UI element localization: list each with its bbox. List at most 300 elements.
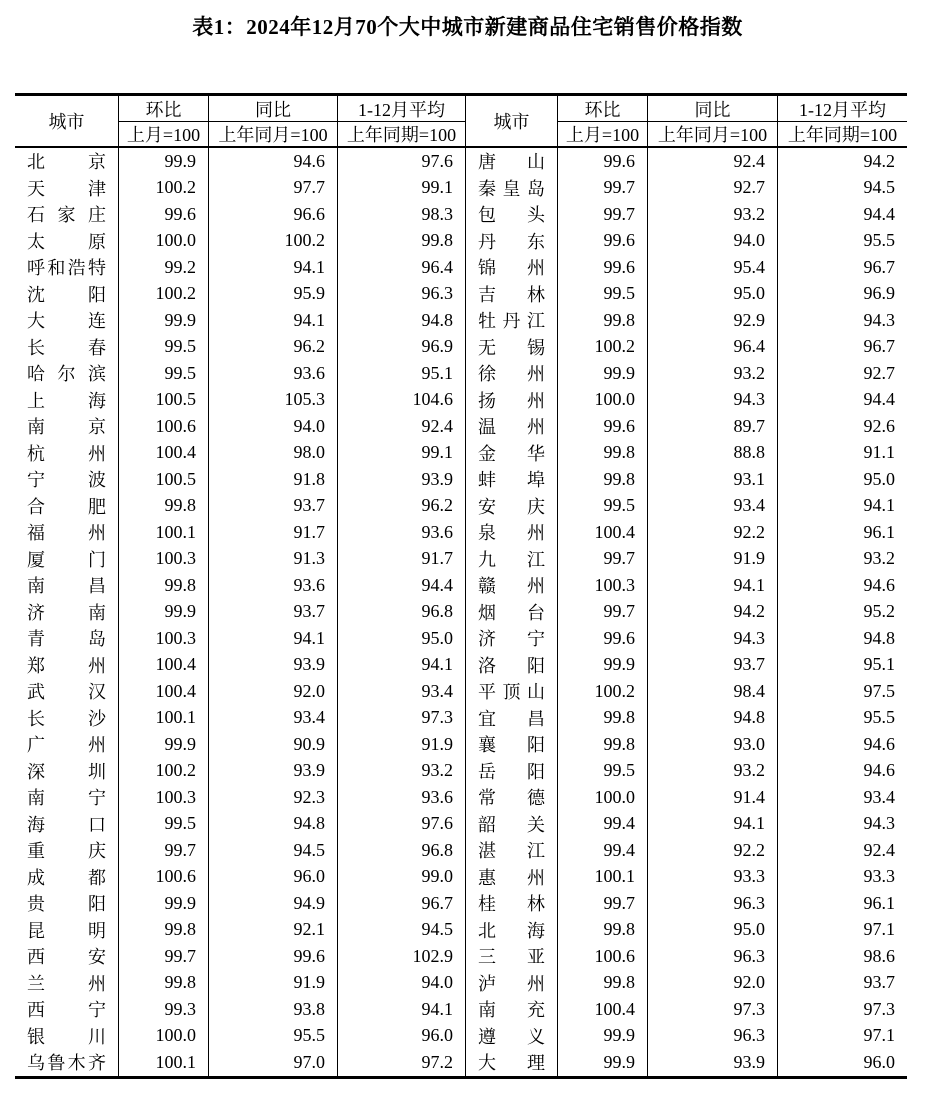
yoy-value-right: 95.0 [647, 281, 777, 308]
mom-value-right: 99.6 [557, 413, 647, 440]
avg-value-right: 96.0 [777, 1049, 907, 1076]
city-cell-right [465, 440, 557, 467]
column-header-avg-right: 1-12月平均 [777, 96, 907, 122]
city-name: 岳阳 [478, 761, 545, 782]
avg-value-right: 94.4 [777, 387, 907, 414]
mom-value-left: 99.7 [118, 837, 208, 864]
city-cell-left [15, 970, 118, 997]
city-cell-left [15, 652, 118, 679]
yoy-value-right: 94.1 [647, 572, 777, 599]
mom-value-right: 99.7 [557, 599, 647, 626]
city-name: 宁波 [27, 470, 106, 491]
yoy-value-right: 93.1 [647, 466, 777, 493]
city-name: 兰州 [27, 973, 106, 994]
avg-value-right: 97.5 [777, 678, 907, 705]
yoy-value-left: 96.0 [208, 864, 337, 891]
city-name: 秦皇岛 [478, 178, 545, 199]
avg-value-right: 93.2 [777, 546, 907, 573]
mom-value-right: 100.4 [557, 519, 647, 546]
avg-value-left: 98.3 [337, 201, 465, 228]
city-cell-left [15, 705, 118, 732]
yoy-value-right: 94.8 [647, 705, 777, 732]
city-cell-right [465, 1049, 557, 1076]
mom-value-right: 99.9 [557, 652, 647, 679]
yoy-value-left: 92.0 [208, 678, 337, 705]
city-name: 安庆 [478, 496, 545, 517]
mom-value-left: 100.3 [118, 546, 208, 573]
city-cell-left [15, 1049, 118, 1076]
city-cell-left [15, 413, 118, 440]
mom-value-left: 99.9 [118, 890, 208, 917]
avg-value-right: 93.3 [777, 864, 907, 891]
avg-value-left: 97.3 [337, 705, 465, 732]
yoy-value-right: 93.2 [647, 360, 777, 387]
city-name: 海口 [27, 814, 106, 835]
mom-value-right: 99.9 [557, 1023, 647, 1050]
mom-value-left: 100.4 [118, 440, 208, 467]
avg-value-left: 96.9 [337, 334, 465, 361]
mom-value-left: 99.8 [118, 917, 208, 944]
mom-value-right: 99.7 [557, 546, 647, 573]
city-name: 武汉 [27, 682, 106, 703]
yoy-value-right: 98.4 [647, 678, 777, 705]
city-cell-left [15, 440, 118, 467]
mom-value-left: 100.4 [118, 652, 208, 679]
mom-value-left: 100.2 [118, 758, 208, 785]
city-cell-right [465, 254, 557, 281]
price-index-table [15, 93, 907, 1079]
yoy-value-right: 93.2 [647, 758, 777, 785]
yoy-value-right: 94.1 [647, 811, 777, 838]
city-cell-left [15, 1023, 118, 1050]
city-name: 扬州 [478, 390, 545, 411]
avg-value-left: 102.9 [337, 943, 465, 970]
mom-value-left: 99.6 [118, 201, 208, 228]
city-cell-right [465, 546, 557, 573]
city-cell-left [15, 546, 118, 573]
yoy-value-left: 93.9 [208, 652, 337, 679]
city-cell-left [15, 572, 118, 599]
city-name: 宜昌 [478, 708, 545, 729]
column-subheader-yoy-base-right: 上年同月=100 [647, 122, 777, 148]
city-name: 赣州 [478, 576, 545, 597]
city-cell-left [15, 387, 118, 414]
avg-value-left: 93.4 [337, 678, 465, 705]
yoy-value-right: 93.7 [647, 652, 777, 679]
city-cell-right [465, 334, 557, 361]
city-cell-left [15, 864, 118, 891]
avg-value-right: 94.6 [777, 572, 907, 599]
mom-value-right: 100.2 [557, 334, 647, 361]
city-name: 金华 [478, 443, 545, 464]
mom-value-right: 100.2 [557, 678, 647, 705]
city-name: 郑州 [27, 655, 106, 676]
avg-value-right: 95.0 [777, 466, 907, 493]
avg-value-right: 95.1 [777, 652, 907, 679]
yoy-value-right: 93.0 [647, 731, 777, 758]
avg-value-right: 97.1 [777, 917, 907, 944]
avg-value-left: 99.8 [337, 228, 465, 255]
city-cell-left [15, 890, 118, 917]
city-cell-left [15, 307, 118, 334]
column-subheader-avg-base-left: 上年同期=100 [337, 122, 465, 148]
city-name: 广州 [27, 735, 106, 756]
city-name: 韶关 [478, 814, 545, 835]
mom-value-right: 100.3 [557, 572, 647, 599]
city-name: 西宁 [27, 1000, 106, 1021]
city-cell-left [15, 625, 118, 652]
avg-value-right: 94.6 [777, 758, 907, 785]
mom-value-right: 99.9 [557, 360, 647, 387]
yoy-value-left: 93.9 [208, 758, 337, 785]
city-cell-left [15, 811, 118, 838]
avg-value-left: 96.7 [337, 890, 465, 917]
city-name: 平顶山 [478, 682, 545, 703]
avg-value-left: 94.8 [337, 307, 465, 334]
avg-value-left: 96.4 [337, 254, 465, 281]
city-name: 济宁 [478, 629, 545, 650]
city-cell-right [465, 890, 557, 917]
city-cell-right [465, 996, 557, 1023]
avg-value-right: 96.9 [777, 281, 907, 308]
city-name: 牡丹江 [478, 311, 545, 332]
city-name: 三亚 [478, 947, 545, 968]
city-cell-right [465, 970, 557, 997]
yoy-value-right: 94.3 [647, 625, 777, 652]
city-cell-right [465, 705, 557, 732]
yoy-value-left: 94.9 [208, 890, 337, 917]
yoy-value-left: 94.0 [208, 413, 337, 440]
yoy-value-left: 93.8 [208, 996, 337, 1023]
city-cell-right [465, 466, 557, 493]
city-cell-left [15, 731, 118, 758]
city-cell-right [465, 731, 557, 758]
city-name: 长春 [27, 337, 106, 358]
mom-value-right: 99.9 [557, 1049, 647, 1076]
city-name: 上海 [27, 390, 106, 411]
avg-value-right: 95.2 [777, 599, 907, 626]
avg-value-right: 94.6 [777, 731, 907, 758]
city-name: 蚌埠 [478, 470, 545, 491]
city-name: 昆明 [27, 920, 106, 941]
city-name: 成都 [27, 867, 106, 888]
mom-value-right: 99.8 [557, 466, 647, 493]
city-cell-right [465, 784, 557, 811]
mom-value-left: 100.4 [118, 678, 208, 705]
city-name: 银川 [27, 1026, 106, 1047]
avg-value-left: 94.5 [337, 917, 465, 944]
avg-value-right: 96.1 [777, 890, 907, 917]
yoy-value-left: 93.4 [208, 705, 337, 732]
city-name: 南京 [27, 417, 106, 438]
city-name: 泸州 [478, 973, 545, 994]
yoy-value-left: 94.6 [208, 148, 337, 175]
mom-value-right: 100.0 [557, 387, 647, 414]
mom-value-right: 99.8 [557, 307, 647, 334]
yoy-value-left: 93.7 [208, 493, 337, 520]
city-cell-left [15, 599, 118, 626]
mom-value-left: 99.5 [118, 360, 208, 387]
city-name: 乌鲁木齐 [27, 1053, 106, 1074]
yoy-value-right: 94.3 [647, 387, 777, 414]
avg-value-right: 98.6 [777, 943, 907, 970]
mom-value-left: 99.9 [118, 731, 208, 758]
city-cell-right [465, 493, 557, 520]
city-cell-left [15, 493, 118, 520]
yoy-value-right: 91.4 [647, 784, 777, 811]
city-cell-left [15, 254, 118, 281]
avg-value-right: 94.3 [777, 811, 907, 838]
avg-value-left: 96.2 [337, 493, 465, 520]
yoy-value-right: 95.4 [647, 254, 777, 281]
yoy-value-left: 94.8 [208, 811, 337, 838]
avg-value-right: 94.8 [777, 625, 907, 652]
mom-value-right: 100.0 [557, 784, 647, 811]
avg-value-left: 104.6 [337, 387, 465, 414]
yoy-value-left: 94.1 [208, 254, 337, 281]
avg-value-right: 96.1 [777, 519, 907, 546]
avg-value-right: 94.2 [777, 148, 907, 175]
avg-value-left: 91.7 [337, 546, 465, 573]
column-subheader-avg-base-right: 上年同期=100 [777, 122, 907, 148]
column-subheader-yoy-base-left: 上年同月=100 [208, 122, 337, 148]
city-cell-right [465, 201, 557, 228]
mom-value-right: 100.6 [557, 943, 647, 970]
column-header-yoy-left: 同比 [208, 96, 337, 122]
column-header-mom-left: 环比 [118, 96, 208, 122]
mom-value-right: 99.7 [557, 175, 647, 202]
avg-value-right: 94.4 [777, 201, 907, 228]
city-cell-left [15, 175, 118, 202]
mom-value-left: 99.8 [118, 572, 208, 599]
avg-value-left: 94.4 [337, 572, 465, 599]
avg-value-right: 95.5 [777, 228, 907, 255]
city-name: 沈阳 [27, 284, 106, 305]
yoy-value-right: 92.9 [647, 307, 777, 334]
city-cell-left [15, 228, 118, 255]
avg-value-right: 94.5 [777, 175, 907, 202]
mom-value-left: 99.8 [118, 970, 208, 997]
mom-value-left: 100.6 [118, 413, 208, 440]
mom-value-left: 99.3 [118, 996, 208, 1023]
city-cell-left [15, 519, 118, 546]
mom-value-right: 99.5 [557, 493, 647, 520]
yoy-value-right: 96.4 [647, 334, 777, 361]
city-cell-right [465, 281, 557, 308]
city-name: 唐山 [478, 152, 545, 173]
city-cell-left [15, 837, 118, 864]
city-cell-right [465, 758, 557, 785]
city-name: 济南 [27, 602, 106, 623]
avg-value-right: 94.3 [777, 307, 907, 334]
yoy-value-right: 92.7 [647, 175, 777, 202]
city-name: 包头 [478, 205, 545, 226]
city-cell-left [15, 148, 118, 175]
yoy-value-left: 90.9 [208, 731, 337, 758]
mom-value-right: 99.8 [557, 705, 647, 732]
mom-value-left: 99.5 [118, 334, 208, 361]
avg-value-left: 97.2 [337, 1049, 465, 1076]
yoy-value-right: 94.2 [647, 599, 777, 626]
mom-value-left: 100.1 [118, 705, 208, 732]
yoy-value-left: 92.1 [208, 917, 337, 944]
mom-value-left: 100.5 [118, 466, 208, 493]
column-header-mom-right: 环比 [557, 96, 647, 122]
column-header-city-right: 城市 [465, 96, 557, 148]
avg-value-right: 92.4 [777, 837, 907, 864]
yoy-value-left: 98.0 [208, 440, 337, 467]
mom-value-right: 99.4 [557, 811, 647, 838]
column-header-city-left: 城市 [15, 96, 118, 148]
avg-value-left: 93.6 [337, 519, 465, 546]
yoy-value-left: 96.2 [208, 334, 337, 361]
mom-value-right: 99.8 [557, 970, 647, 997]
city-name: 呼和浩特 [27, 258, 106, 279]
city-name: 太原 [27, 231, 106, 252]
city-cell-right [465, 307, 557, 334]
city-name: 九江 [478, 549, 545, 570]
yoy-value-left: 94.1 [208, 307, 337, 334]
yoy-value-right: 93.4 [647, 493, 777, 520]
avg-value-left: 94.0 [337, 970, 465, 997]
mom-value-right: 100.4 [557, 996, 647, 1023]
city-name: 常德 [478, 788, 545, 809]
yoy-value-left: 91.7 [208, 519, 337, 546]
mom-value-left: 99.9 [118, 599, 208, 626]
city-cell-left [15, 281, 118, 308]
mom-value-right: 99.5 [557, 758, 647, 785]
column-subheader-mom-base-left: 上月=100 [118, 122, 208, 148]
yoy-value-left: 96.6 [208, 201, 337, 228]
mom-value-right: 99.6 [557, 148, 647, 175]
avg-value-left: 96.3 [337, 281, 465, 308]
city-cell-left [15, 943, 118, 970]
city-cell-right [465, 228, 557, 255]
city-name: 重庆 [27, 841, 106, 862]
city-name: 石家庄 [27, 205, 106, 226]
avg-value-left: 96.0 [337, 1023, 465, 1050]
mom-value-left: 99.7 [118, 943, 208, 970]
avg-value-left: 95.1 [337, 360, 465, 387]
mom-value-right: 99.5 [557, 281, 647, 308]
city-name: 桂林 [478, 894, 545, 915]
yoy-value-left: 92.3 [208, 784, 337, 811]
yoy-value-right: 93.9 [647, 1049, 777, 1076]
mom-value-right: 100.1 [557, 864, 647, 891]
avg-value-right: 94.1 [777, 493, 907, 520]
avg-value-left: 99.0 [337, 864, 465, 891]
avg-value-right: 95.5 [777, 705, 907, 732]
city-cell-right [465, 943, 557, 970]
yoy-value-right: 97.3 [647, 996, 777, 1023]
city-name: 泉州 [478, 523, 545, 544]
mom-value-left: 99.9 [118, 148, 208, 175]
city-cell-right [465, 360, 557, 387]
city-name: 深圳 [27, 761, 106, 782]
city-cell-right [465, 413, 557, 440]
city-name: 贵阳 [27, 894, 106, 915]
city-cell-left [15, 466, 118, 493]
avg-value-left: 96.8 [337, 599, 465, 626]
yoy-value-left: 94.5 [208, 837, 337, 864]
city-name: 大理 [478, 1053, 545, 1074]
city-cell-right [465, 864, 557, 891]
avg-value-right: 97.1 [777, 1023, 907, 1050]
mom-value-left: 100.1 [118, 519, 208, 546]
mom-value-right: 99.8 [557, 731, 647, 758]
yoy-value-right: 92.4 [647, 148, 777, 175]
page-title: 表1：2024年12月70个大中城市新建商品住宅销售价格指数 [192, 15, 743, 39]
city-cell-right [465, 811, 557, 838]
yoy-value-left: 94.1 [208, 625, 337, 652]
mom-value-left: 100.0 [118, 228, 208, 255]
yoy-value-left: 91.9 [208, 970, 337, 997]
mom-value-right: 99.6 [557, 228, 647, 255]
city-name: 哈尔滨 [27, 364, 106, 385]
avg-value-left: 96.8 [337, 837, 465, 864]
city-cell-right [465, 837, 557, 864]
avg-value-right: 92.6 [777, 413, 907, 440]
city-name: 徐州 [478, 364, 545, 385]
avg-value-left: 94.1 [337, 996, 465, 1023]
city-name: 杭州 [27, 443, 106, 464]
city-name: 烟台 [478, 602, 545, 623]
mom-value-right: 99.7 [557, 201, 647, 228]
city-cell-left [15, 784, 118, 811]
yoy-value-left: 93.7 [208, 599, 337, 626]
mom-value-left: 100.3 [118, 784, 208, 811]
city-cell-right [465, 652, 557, 679]
yoy-value-right: 92.0 [647, 970, 777, 997]
avg-value-right: 96.7 [777, 334, 907, 361]
mom-value-left: 99.2 [118, 254, 208, 281]
city-cell-left [15, 758, 118, 785]
city-name: 洛阳 [478, 655, 545, 676]
avg-value-left: 99.1 [337, 175, 465, 202]
mom-value-left: 99.5 [118, 811, 208, 838]
avg-value-left: 97.6 [337, 811, 465, 838]
mom-value-right: 99.4 [557, 837, 647, 864]
mom-value-left: 99.8 [118, 493, 208, 520]
mom-value-right: 99.6 [557, 625, 647, 652]
yoy-value-right: 94.0 [647, 228, 777, 255]
yoy-value-right: 96.3 [647, 943, 777, 970]
yoy-value-left: 97.7 [208, 175, 337, 202]
city-name: 南充 [478, 1000, 545, 1021]
yoy-value-left: 91.8 [208, 466, 337, 493]
avg-value-left: 94.1 [337, 652, 465, 679]
city-name: 南昌 [27, 576, 106, 597]
avg-value-right: 93.7 [777, 970, 907, 997]
city-name: 吉林 [478, 284, 545, 305]
city-name: 西安 [27, 947, 106, 968]
avg-value-left: 97.6 [337, 148, 465, 175]
city-cell-left [15, 996, 118, 1023]
avg-value-left: 93.9 [337, 466, 465, 493]
city-cell-right [465, 1023, 557, 1050]
mom-value-right: 99.6 [557, 254, 647, 281]
yoy-value-left: 100.2 [208, 228, 337, 255]
yoy-value-left: 99.6 [208, 943, 337, 970]
avg-value-right: 93.4 [777, 784, 907, 811]
yoy-value-left: 91.3 [208, 546, 337, 573]
yoy-value-left: 95.9 [208, 281, 337, 308]
city-name: 大连 [27, 311, 106, 332]
mom-value-right: 99.8 [557, 917, 647, 944]
column-header-yoy-right: 同比 [647, 96, 777, 122]
city-name: 南宁 [27, 788, 106, 809]
yoy-value-right: 91.9 [647, 546, 777, 573]
